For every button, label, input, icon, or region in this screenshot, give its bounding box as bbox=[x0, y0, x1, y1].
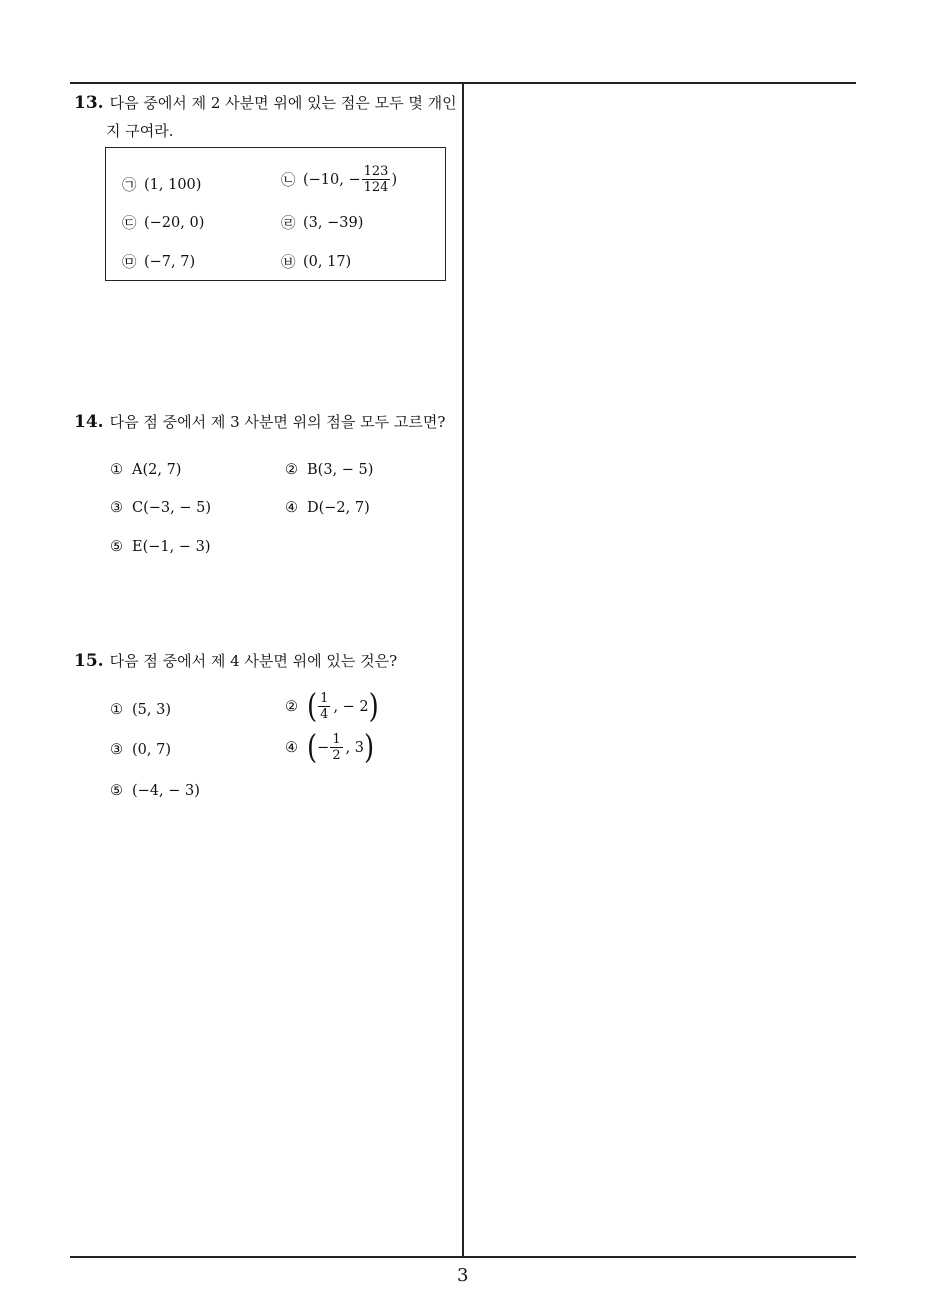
option-value: D(−2, 7) bbox=[307, 500, 370, 516]
q13-option-4 bbox=[281, 212, 363, 233]
q15-option-2 bbox=[285, 687, 379, 726]
option-marker: ㉥ bbox=[281, 255, 296, 271]
option-value: (−7, 7) bbox=[144, 253, 196, 270]
option-prefix: (−10, − bbox=[303, 171, 361, 188]
left-paren: ( bbox=[307, 728, 318, 767]
q14-option-4 bbox=[285, 500, 370, 516]
q15-option-5 bbox=[110, 783, 200, 799]
fraction bbox=[318, 691, 330, 722]
q15-option-1 bbox=[110, 702, 171, 718]
question-15 bbox=[74, 649, 458, 673]
option-marker: ④ bbox=[285, 739, 298, 756]
option-value: E(−1, − 3) bbox=[132, 539, 211, 555]
q15-option-3 bbox=[110, 742, 171, 758]
page-number: 3 bbox=[457, 1265, 469, 1286]
option-value: B(3, − 5) bbox=[307, 462, 374, 478]
fraction bbox=[362, 164, 391, 195]
question-text-continued: 지 구여라. bbox=[106, 122, 174, 140]
option-value: (0, 7) bbox=[132, 742, 171, 758]
option-suffix: , 3 bbox=[345, 739, 365, 756]
option-marker: ② bbox=[285, 462, 298, 478]
option-marker: ⑤ bbox=[110, 783, 123, 799]
q13-option-6 bbox=[281, 251, 351, 272]
q13-option-3 bbox=[122, 212, 204, 233]
bottom-rule bbox=[70, 1256, 856, 1258]
option-value: (−4, − 3) bbox=[132, 783, 200, 799]
option-suffix: ) bbox=[391, 171, 398, 188]
option-marker: ㉠ bbox=[122, 178, 137, 194]
option-value: (3, −39) bbox=[303, 214, 364, 231]
option-marker: ⑤ bbox=[110, 539, 123, 555]
q13-option-2 bbox=[281, 164, 397, 195]
question-text: 다음 점 중에서 제 4 사분면 위에 있는 것은? bbox=[109, 652, 398, 670]
fraction-denominator: 124 bbox=[363, 180, 389, 195]
q13-option-1 bbox=[122, 174, 201, 195]
option-marker: ㉣ bbox=[281, 216, 296, 232]
option-value: (−20, 0) bbox=[144, 214, 205, 231]
option-marker: ① bbox=[110, 462, 123, 478]
fraction bbox=[330, 732, 342, 763]
fraction-denominator: 2 bbox=[332, 748, 341, 763]
option-prefix: − bbox=[317, 739, 330, 756]
question-14 bbox=[74, 410, 458, 434]
option-marker: ③ bbox=[110, 500, 123, 516]
column-divider bbox=[462, 82, 464, 1258]
q15-option-4 bbox=[285, 728, 375, 767]
q14-option-5 bbox=[110, 539, 210, 555]
option-marker: ㉡ bbox=[281, 173, 296, 189]
option-marker: ㉢ bbox=[122, 216, 137, 232]
option-value: C(−3, − 5) bbox=[132, 500, 211, 516]
fraction-numerator: 123 bbox=[363, 164, 389, 179]
left-paren: ( bbox=[307, 687, 318, 726]
option-marker: ① bbox=[110, 702, 123, 718]
q14-option-3 bbox=[110, 500, 211, 516]
option-value: A(2, 7) bbox=[132, 462, 182, 478]
question-text: 다음 중에서 제 2 사분면 위에 있는 점은 모두 몇 개인 bbox=[109, 94, 457, 112]
question-text: 다음 점 중에서 제 3 사분면 위의 점을 모두 고르면? bbox=[109, 413, 446, 431]
fraction-numerator: 1 bbox=[320, 691, 329, 706]
option-value: (1, 100) bbox=[144, 176, 202, 193]
fraction-denominator: 4 bbox=[320, 707, 329, 722]
question-13 bbox=[74, 91, 458, 143]
fraction-numerator: 1 bbox=[332, 732, 341, 747]
option-value: (5, 3) bbox=[132, 702, 171, 718]
q13-option-5 bbox=[122, 251, 195, 272]
option-marker: ② bbox=[285, 698, 298, 715]
right-paren: ) bbox=[368, 687, 379, 726]
question-number: 15. bbox=[74, 651, 104, 671]
q14-option-2 bbox=[285, 462, 373, 478]
option-marker: ㉤ bbox=[122, 255, 137, 271]
option-marker: ③ bbox=[110, 742, 123, 758]
option-value: (0, 17) bbox=[303, 253, 352, 270]
option-marker: ④ bbox=[285, 500, 298, 516]
q14-option-1 bbox=[110, 462, 181, 478]
right-paren: ) bbox=[364, 728, 375, 767]
question-number: 13. bbox=[74, 93, 104, 113]
question-number: 14. bbox=[74, 412, 104, 432]
option-suffix: , − 2 bbox=[333, 698, 369, 715]
